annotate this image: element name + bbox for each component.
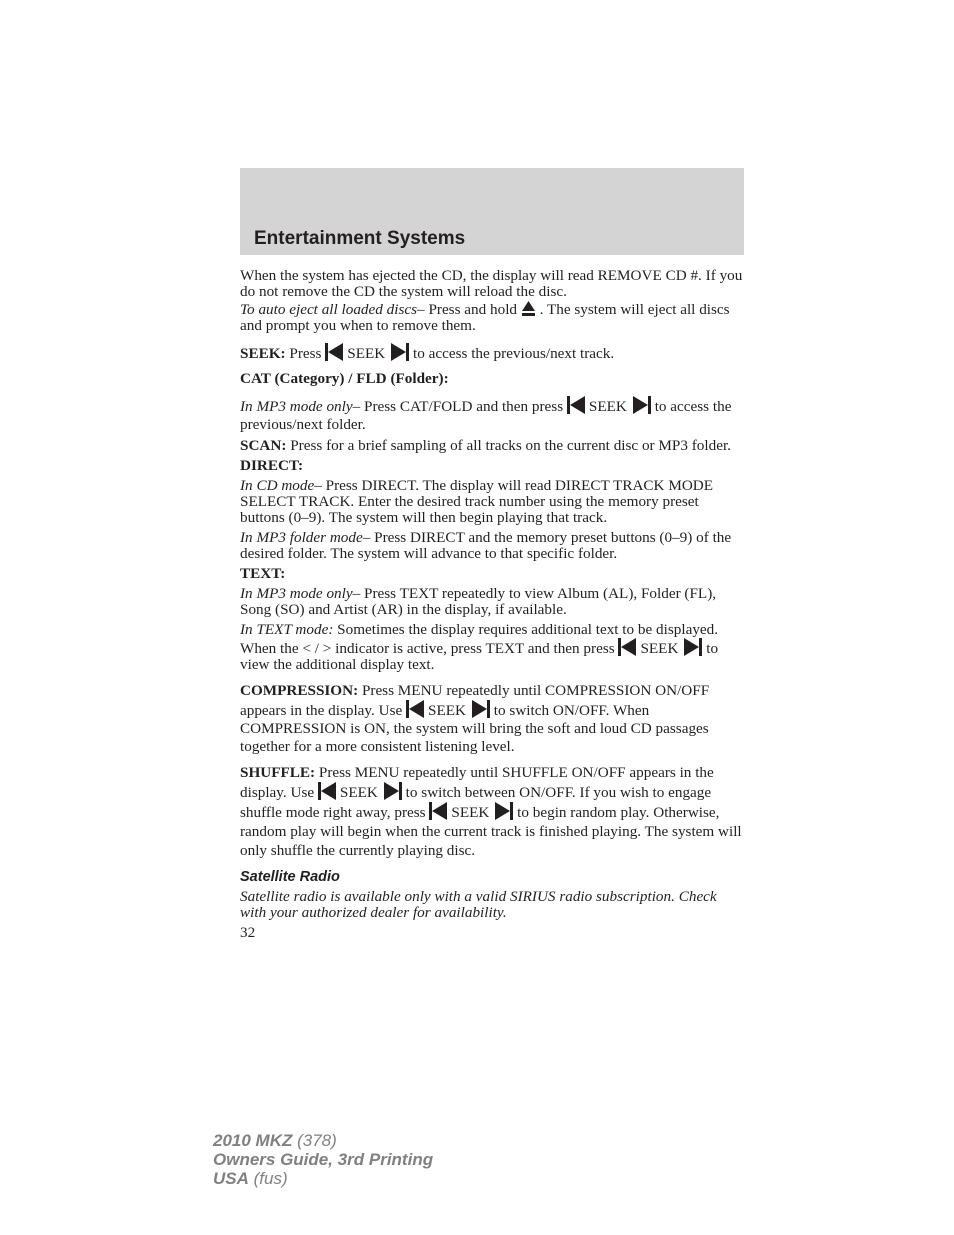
footer-region-line bbox=[213, 1169, 433, 1188]
seek-word: SEEK bbox=[640, 640, 679, 657]
seek-control bbox=[318, 782, 402, 802]
footer-region-code: (fus) bbox=[248, 1169, 288, 1188]
seek-back-icon bbox=[318, 782, 336, 800]
text-mp3-text: – Press TEXT repeatedly to view Album (AL), Folder (FL), Song (SO) and Artist (AR) in the display, if available. bbox=[240, 585, 717, 618]
shuffle-text-b: to switch between ON/OFF. If you wish to engage shuffle mode right away, press bbox=[240, 784, 712, 821]
seek-forward-icon bbox=[391, 343, 409, 361]
direct-mp3-paragraph bbox=[240, 530, 746, 562]
satellite-radio-note: Satellite radio is available only with a valid SIRIUS radio subscription. Check with your authorized dealer for availability. bbox=[240, 888, 717, 921]
seek-word: SEEK bbox=[588, 398, 627, 415]
seek-control bbox=[325, 343, 409, 364]
seek-control bbox=[618, 638, 702, 657]
scan-paragraph bbox=[240, 438, 746, 454]
shuffle-text-c: to begin random play. Otherwise, random play will begin when the current track is finished playing. The system will only shuffle the currently playing disc. bbox=[240, 804, 742, 859]
text-mode-text-a: Sometimes the display requires additional text to be displayed. When the < / > indicator is active, press TEXT and then press bbox=[240, 621, 719, 657]
direct-mp3-text: – Press DIRECT and the memory preset buttons (0–9) of the desired folder. The system will advance to that specific folder. bbox=[240, 529, 732, 562]
seek-forward-icon bbox=[495, 802, 513, 820]
seek-paragraph bbox=[240, 343, 746, 364]
seek-back-icon bbox=[325, 343, 343, 361]
cat-mode-label: In MP3 mode only bbox=[240, 398, 353, 415]
shuffle-paragraph bbox=[240, 763, 746, 860]
compression-paragraph bbox=[240, 682, 746, 756]
satellite-radio-heading: Satellite Radio bbox=[240, 869, 340, 885]
text-heading: TEXT: bbox=[240, 565, 286, 582]
compression-text-a: Press MENU repeatedly until COMPRESSION ON/OFF appears in the display. Use bbox=[240, 682, 710, 719]
seek-label: SEEK: bbox=[240, 345, 286, 362]
shuffle-label: SHUFFLE: bbox=[240, 764, 316, 781]
seek-forward-icon bbox=[472, 700, 490, 718]
text-mp3-paragraph bbox=[240, 586, 746, 618]
footer-region: USA bbox=[213, 1169, 249, 1188]
section-title: Entertainment Systems bbox=[254, 228, 466, 249]
seek-back-icon bbox=[618, 638, 636, 656]
seek-back-icon bbox=[406, 700, 424, 718]
direct-mp3-label: In MP3 folder mode bbox=[240, 529, 363, 546]
cat-paragraph bbox=[240, 396, 746, 434]
direct-cd-paragraph bbox=[240, 478, 746, 526]
page-number: 32 bbox=[240, 924, 256, 941]
text-mp3-label: In MP3 mode only bbox=[240, 585, 353, 602]
eject-icon bbox=[521, 300, 536, 317]
footer-printing: Owners Guide, 3rd Printing bbox=[213, 1150, 434, 1169]
seek-word: SEEK bbox=[347, 345, 386, 362]
seek-forward-icon bbox=[684, 638, 702, 656]
seek-forward-icon bbox=[384, 782, 402, 800]
compression-text-b: to switch ON/OFF. When COMPRESSION is ON, the system will bring the soft and loud CD passages together for a more consistent listening level. bbox=[240, 702, 709, 755]
footer-model-code: (378) bbox=[292, 1131, 337, 1150]
footer-model-line bbox=[213, 1131, 433, 1150]
direct-cd-label: In CD mode bbox=[240, 477, 315, 494]
text-mode-label: In TEXT mode: bbox=[240, 621, 334, 638]
seek-control bbox=[406, 700, 490, 720]
cat-heading: CAT (Category) / FLD (Folder): bbox=[240, 370, 449, 387]
seek-back-icon bbox=[567, 396, 585, 414]
footer-model: 2010 MKZ bbox=[213, 1131, 293, 1150]
seek-pre-text: Press bbox=[289, 345, 322, 362]
document-footer bbox=[213, 1131, 433, 1188]
cat-text-a: – Press CAT/FOLD and then press bbox=[352, 398, 564, 415]
seek-post-text: to access the previous/next track. bbox=[413, 345, 615, 362]
seek-word: SEEK bbox=[451, 804, 490, 821]
direct-heading: DIRECT: bbox=[240, 457, 304, 474]
eject-paragraph bbox=[240, 268, 746, 300]
direct-cd-text: – Press DIRECT. The display will read DIRECT TRACK MODE SELECT TRACK. Enter the desired track number using the memory preset buttons (0–9). The system will then begin playing that track. bbox=[240, 477, 714, 526]
cat-text-b: to access the previous/next folder. bbox=[240, 398, 732, 433]
seek-control bbox=[429, 802, 513, 822]
text-mode-text-b: to view the additional display text. bbox=[240, 640, 719, 673]
auto-eject-text-a: – Press and hold bbox=[417, 301, 518, 318]
auto-eject-text-b: . The system will eject all discs and prompt you when to remove them. bbox=[240, 301, 730, 334]
scan-text: Press for a brief sampling of all tracks on the current disc or MP3 folder. bbox=[290, 437, 731, 454]
seek-forward-icon bbox=[633, 396, 651, 414]
seek-word: SEEK bbox=[339, 784, 378, 801]
eject-text: When the system has ejected the CD, the display will read REMOVE CD #. If you do not remove the CD the system will reload the disc. bbox=[240, 267, 743, 300]
shuffle-text-a: Press MENU repeatedly until SHUFFLE ON/OFF appears in the display. Use bbox=[240, 764, 714, 801]
auto-eject-paragraph bbox=[240, 300, 746, 334]
text-mode-paragraph bbox=[240, 622, 746, 673]
compression-label: COMPRESSION: bbox=[240, 682, 359, 699]
auto-eject-label: To auto eject all loaded discs bbox=[240, 301, 418, 318]
scan-label: SCAN: bbox=[240, 437, 287, 454]
seek-control bbox=[567, 396, 651, 416]
seek-word: SEEK bbox=[428, 702, 466, 719]
page-content bbox=[240, 268, 746, 941]
seek-back-icon bbox=[429, 802, 447, 820]
